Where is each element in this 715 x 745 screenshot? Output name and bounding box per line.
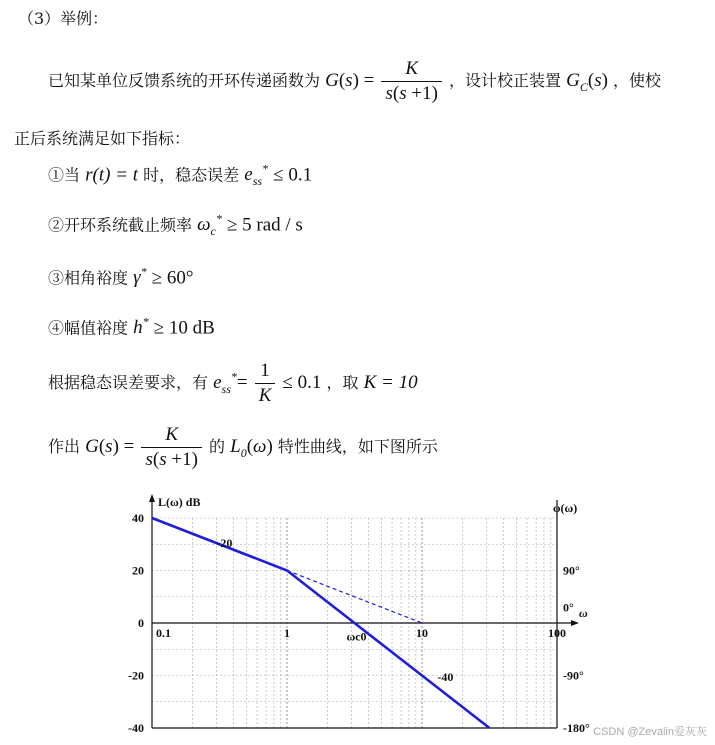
- x-tick-label: 0.1: [156, 626, 171, 640]
- section-heading: （3）举例：: [18, 9, 109, 28]
- spec-4: ④幅值裕度 h* ≥ 10 dB: [48, 315, 215, 339]
- y-tick-label: 40: [132, 511, 144, 525]
- y-axis-title: L(ω) dB: [158, 495, 201, 509]
- phase-tick-label: -90°: [563, 668, 584, 683]
- chart-axes: [149, 494, 579, 728]
- x-axis-arrow: [571, 620, 579, 626]
- y-tick-label: -40: [128, 721, 144, 735]
- watermark: CSDN @Zevalin爱灰灰: [593, 726, 707, 738]
- intro-text: 已知某单位反馈系统的开环传递函数为: [48, 71, 321, 90]
- compensator-symbol: $G_C$: [566, 70, 588, 94]
- annotation-label: ωc0: [346, 629, 367, 644]
- x-tick-label: 1: [284, 626, 290, 640]
- annotation-label: -20: [216, 535, 233, 550]
- spec-2: ②开环系统截止频率 $\omega_c^* \ge 5$ rad / s: [48, 212, 303, 239]
- step-bode: 作出 G(s) = $\frac{K}{s(s +1)}$ 的 $L_0(\omega)$ 特性曲线，如下图所示: [48, 424, 438, 470]
- intro-continuation: 正后系统满足如下指标：: [14, 129, 191, 148]
- intro-line: 已知某单位反馈系统的开环传递函数为 G(s) = $\frac{K}{s(s +1)}$ ，设计校正装置 $G_C(s)$ ，使校: [48, 58, 662, 104]
- phase-tick-label: 0°: [563, 600, 574, 615]
- chart-labels: [128, 495, 590, 735]
- phase-tick-label: -180°: [563, 721, 590, 735]
- y-tick-label: 20: [132, 563, 144, 578]
- y-axis-arrow: [149, 494, 155, 502]
- bode-chart: [125, 490, 590, 738]
- spec-1: ①当 r(t) = t 时，稳态误差 $e_{ss}^* \le 0.1$: [48, 162, 313, 189]
- transfer-fraction: $\frac{K}{s(s +1)}$: [381, 58, 441, 105]
- y-tick-label: -20: [128, 668, 144, 683]
- x-axis-title: ω: [579, 606, 588, 620]
- step-steady-state: 根据稳态误差要求，有 $e_{ss}^*=$ $\frac{1}{K}$ ≤ 0.1 ，取 K = 10: [48, 360, 418, 406]
- y-tick-label: 0: [138, 616, 144, 630]
- spec-3: ③相角裕度 γ* ≥ 60°: [48, 265, 194, 289]
- phase-tick-label: 90°: [563, 563, 580, 578]
- x-tick-label: 10: [416, 626, 428, 640]
- transfer-function: G: [325, 70, 339, 91]
- annotation-label: -40: [437, 669, 454, 684]
- x-tick-label: 100: [548, 626, 566, 640]
- phase-axis-title: φ(ω): [553, 501, 578, 515]
